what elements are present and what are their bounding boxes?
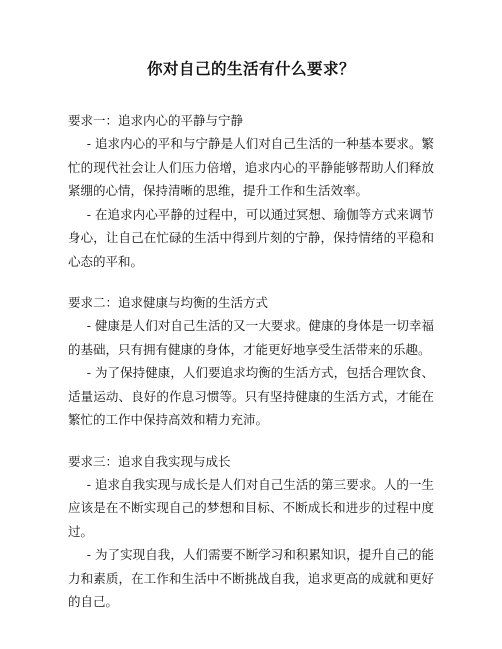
section-paragraph: - 在追求内心平静的过程中，可以通过冥想、瑜伽等方式来调节身心，让自己在忙碌的生活中得到片刻的宁静，保持情绪的平稳和心态的平和。	[68, 206, 434, 269]
section-paragraph: - 为了实现自我，人们需要不断学习和积累知识，提升自己的能力和素质，在工作和生活中不断挑战自我，追求更高的成就和更好的自己。	[68, 547, 434, 609]
section-heading: 要求三：追求自我实现与成长	[68, 453, 231, 469]
section-heading: 要求二：追求健康与均衡的生活方式	[68, 295, 269, 310]
section-2	[68, 293, 434, 432]
section-paragraph: - 为了保持健康，人们要追求均衡的生活方式，包括合理饮食、适量运动、良好的作息习惯等。只有坚持健康的生活方式，才能在繁忙的工作中保持高效和精力充沛。	[68, 365, 434, 427]
section-paragraph: - 追求自我实现与成长是人们对自己生活的第三要求。人的一生应该是在不断实现自己的梦想和目标、不断成长和进步的过程中度过。	[68, 476, 434, 539]
section-3	[68, 452, 434, 614]
document-title: 你对自己的生活有什么要求？	[146, 59, 355, 78]
section-paragraph: - 追求内心的平和与宁静是人们对自己生活的一种基本要求。繁忙的现代社会让人们压力倍增，追求内心的平静能够帮助人们释放紧绷的心情，保持清晰的思维，提升工作和生活效率。	[68, 136, 434, 198]
section-heading: 要求一：追求内心的平静与宁静	[68, 113, 244, 128]
section-paragraph: - 健康是人们对自己生活的又一大要求。健康的身体是一切幸福的基础，只有拥有健康的身体，才能更好地享受生活带来的乐趣。	[68, 318, 434, 357]
section-1	[68, 111, 434, 273]
